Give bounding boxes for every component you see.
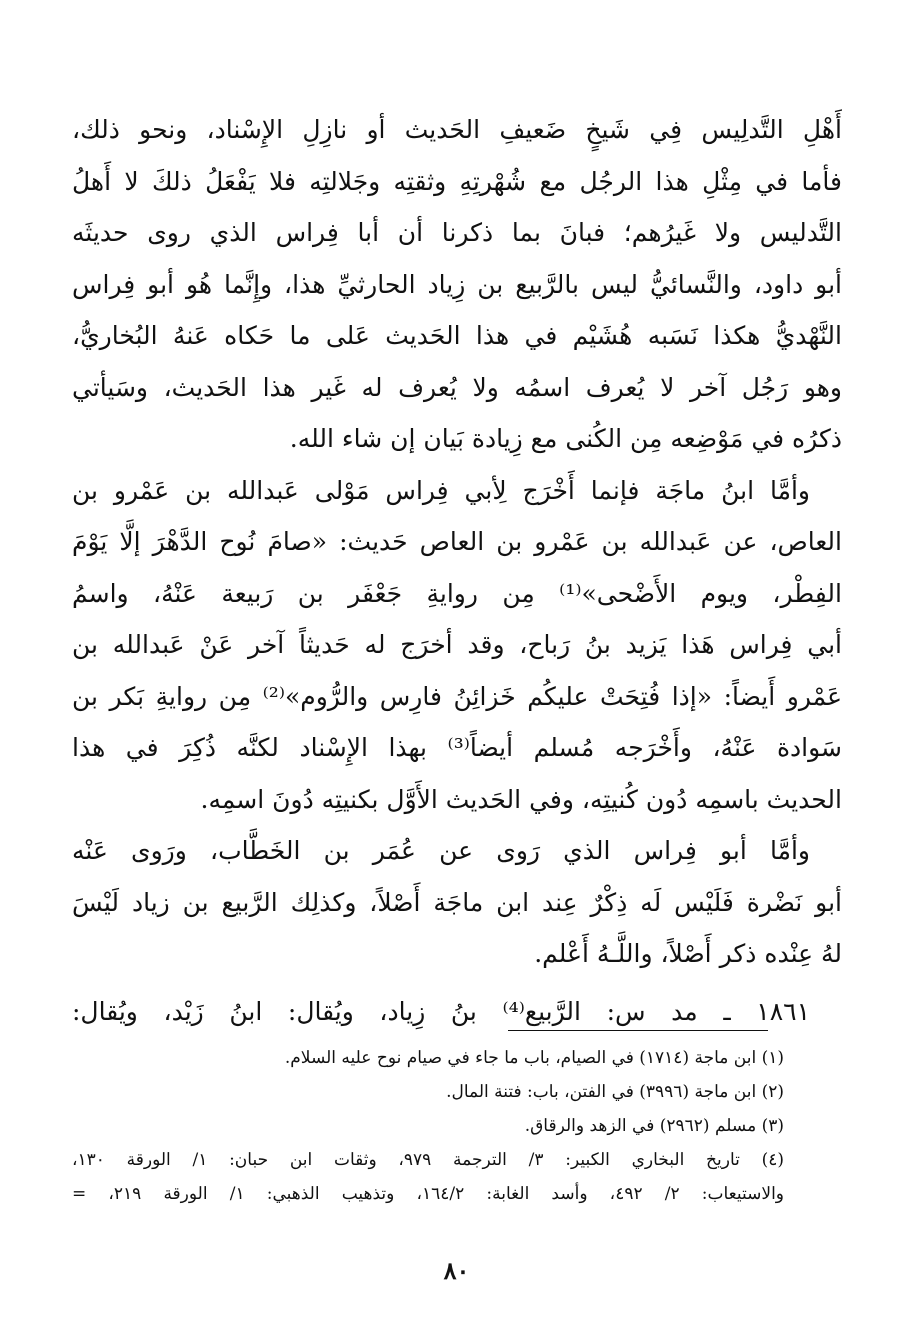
text-line: وأمَّا ابنُ ماجَة فإنما أَخْرَج لِأبي فِراس مَوْلى عَبدالله بن عَمْرو بن (72, 475, 810, 505)
text-line: النَّهْديُّ هكذا نَسَبه هُشَيْم في هذا الحَديث عَلى ما حَكاه عَنهُ البُخاريُّ، (72, 321, 842, 350)
footnote-continuation: والاستيعاب: ٢/ ٤٩٢، وأسد الغابة: ١٦٤/٢، وتذهيب الذهبي: ١/ الورقة ٢١٩، = (72, 1184, 784, 1204)
footnotes-block (72, 1041, 784, 1211)
footnote: (٢) ابن ماجة (٣٩٩٦) في الفتن، باب: فتنة المال. (446, 1082, 784, 1102)
footnote: (١) ابن ماجة (١٧١٤) في الصيام، باب ما جاء في صيام نوح عليه السلام. (284, 1048, 784, 1068)
footnote: (٤) تاريخ البخاري الكبير: ٣/ الترجمة ٩٧٩، وثقات ابن حبان: ١/ الورقة ١٣٠، (72, 1150, 784, 1170)
page-number: ٨٠ (443, 1256, 470, 1285)
text-line: الفِطْر، ويوم الأَضْحى»⁽¹⁾ مِن روايةِ جَعْفَر بن رَبيعة عَنْهُ، واسمُ (72, 578, 842, 608)
text-line: الحديث باسمِه دُون كُنيتِه، وفي الحَديث الأَوَّل بكنيتِه دُونَ اسمِه. (200, 784, 842, 814)
footnote-divider (508, 1030, 768, 1031)
main-text-block (72, 104, 842, 1037)
entry-heading-line: ١٨٦١ ـ مد س: الرَّبيع⁽⁴⁾ بنُ زِياد، ويُقال: ابنُ زَيْد، ويُقال: (72, 996, 810, 1026)
text-line: ذكرُه في مَوْضِعه مِن الكُنى مع زِيادة بَيان إن شاء الله. (289, 424, 842, 453)
footnote: (٣) مسلم (٢٩٦٢) في الزهد والرقاق. (524, 1116, 784, 1136)
text-line: لهُ عِنْده ذكر أَصْلاً، واللَّـهُ أَعْلم. (534, 939, 842, 968)
text-line: وهو رَجُل آخر لا يُعرف اسمُه ولا يُعرف له غَير هذا الحَديث، وسَيأتي (72, 372, 842, 402)
text-line: أبو نَضْرة فَلَيْس لَه ذِكْرٌ عِند ابن ماجَة أَصْلاً، وكذلِك الرَّبيع بن زياد لَيْسَ (72, 887, 842, 917)
text-line: فأما في مِثْلِ هذا الرجُل مع شُهْرتِهِ وثقتِه وجَلالتِه فلا يَفْعَلُ ذلكَ لا أَهلُ (72, 166, 842, 196)
text-line: أبي فِراس هَذا يَزيد بنُ رَباح، وقد أخرَج له حَديثاً آخر عَنْ عَبدالله بن (72, 630, 842, 659)
text-line: العاص، عن عَبدالله بن عَمْرو بن العاص حَديث: «صامَ نُوح الدَّهْرَ إلَّا يَوْمَ (72, 527, 842, 556)
text-line: عَمْرو أَيضاً: «إذا فُتِحَتْ عليكُم خَزائِنُ فارِس والرُّوم»⁽²⁾ مِن روايةِ بَكر بن (72, 681, 842, 711)
text-line: سَوادة عَنْهُ، وأَخْرَجه مُسلم أيضاً⁽³⁾ بهذا الإِسْناد لكنَّه ذُكِرَ في هذا (72, 733, 842, 762)
text-line: وأمَّا أبو فِراس الذي رَوى عن عُمَر بن الخَطَّاب، ورَوى عَنْه (72, 836, 810, 865)
text-line: التَّدليس ولا غَيرُهم؛ فبانَ بما ذكرنا أن أبا فِراس الذي روى حديثَه (72, 218, 842, 247)
text-line: أَهْلِ التَّدلِيس فِي شَيخٍ ضَعيفِ الحَديث أو نازِلِ الإِسْناد، ونحو ذلك، (72, 115, 842, 144)
text-line: أبو داود، والنَّسائيُّ ليس بالرَّبيع بن زِياد الحارثيِّ هذا، وإِنَّما هُو أبو فِراس (72, 269, 842, 299)
